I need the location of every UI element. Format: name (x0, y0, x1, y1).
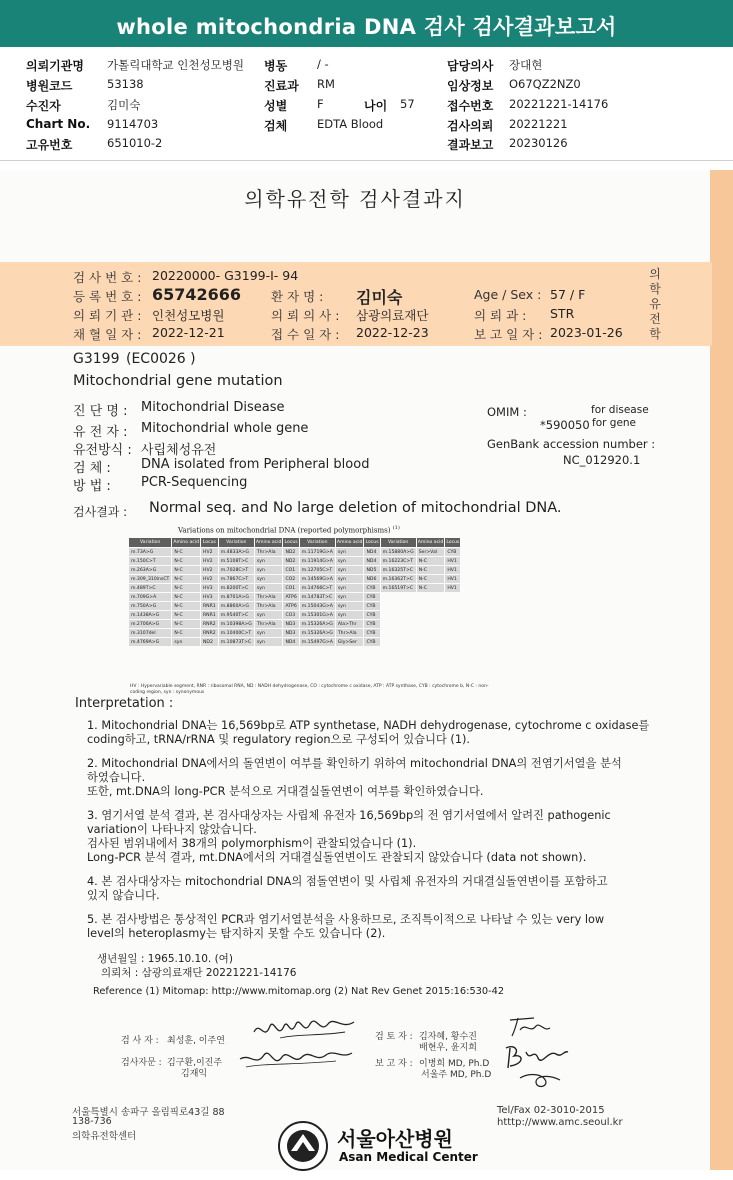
variant-table-cell: m.263A>G (129, 566, 171, 574)
genbank-label: GenBank accession number : (487, 437, 656, 451)
variant-table-cell: HV1 (445, 557, 460, 565)
variant-table-cell: m.3107del (129, 629, 171, 637)
variant-table-header: Locus (446, 540, 460, 545)
interpretation-line: 4. 본 검사대상자는 mitochondrial DNA의 점돌연변이 및 사립체 유전자의 거대결실돌연변이를 포함하고 (87, 875, 608, 888)
variant-table-cell: ND3 (283, 629, 298, 637)
variant-table-cell: ND4 (364, 548, 379, 556)
variant-table-cell: m.4833A>G (219, 548, 254, 556)
variant-table-cell (445, 611, 460, 619)
test-name: Mitochondrial gene mutation (73, 373, 283, 389)
variant-table-cell: CO2 (283, 575, 298, 583)
variant-table-cell: syn (255, 575, 283, 583)
variant-table-cell: syn (255, 557, 283, 565)
reporter-signature (500, 1040, 570, 1092)
side-vertical-label: 의학유전학 (649, 267, 661, 341)
registration-label: 등 록 번 호 : (73, 289, 142, 304)
variant-table-cell: m.10400C>T (219, 629, 254, 637)
variant-table-row (129, 611, 460, 619)
receipt-date-value: 2022-12-23 (356, 325, 429, 340)
value-ward: / - (317, 57, 329, 71)
variant-table-cell (417, 611, 445, 619)
report-side-strip (710, 170, 733, 1170)
variant-table-cell: syn (336, 602, 364, 610)
report-date-label: 보 고 일 자 : (474, 327, 543, 342)
variant-table-cell: m.15497G>A (301, 639, 333, 645)
method-value: PCR-Sequencing (141, 475, 248, 490)
label-receipt-no: 접수번호 (447, 99, 494, 113)
value-receipt-no: 20221221-14176 (509, 97, 609, 111)
variant-table-cell (445, 593, 460, 601)
diagnosis-label: 진 단 명 : (73, 404, 128, 419)
value-unique-no: 651010-2 (107, 136, 163, 150)
interpretation-line: 검사된 범위내에서 38개의 polymorphism이 관찰되었습니다 (1). (87, 837, 417, 850)
variant-table-cell: syn (336, 548, 364, 556)
variant-table-cell: N-C (417, 557, 445, 565)
variant-table-footnote: HV : Hypervariable segment, RNR : ribosomal RNA, ND : NADH dehydrogenase, CO : cytochrome c oxidase, ATP : ATP synthase, CYB : cytochrome b, N-C : non-coding region, syn : synonymous (130, 684, 489, 695)
variant-table-header: Locus (365, 540, 379, 545)
result-value: Normal seq. and No large deletion of mitochondrial DNA. (149, 500, 562, 516)
variant-table-cell: syn (336, 593, 364, 601)
variant-table-cell: RNR1 (202, 612, 216, 618)
req-doctor-label: 의 뢰 의 사 : (271, 308, 340, 323)
interpretation-line: level의 heteroplasmy는 탐지하지 못할 수도 있습니다 (2). (87, 927, 386, 940)
variant-table-cell: m.14766C>T (300, 584, 335, 592)
variant-table-cell: HV2 (201, 575, 218, 583)
examiner-signature (250, 1012, 360, 1047)
label-clinical-info: 임상정보 (447, 79, 494, 93)
variant-table-cell: m.11719G>A (301, 549, 333, 555)
variant-table-row (129, 557, 460, 565)
label-department: 진료과 (264, 79, 299, 93)
reviewer-names-1: 김자혜, 황수진 (419, 1032, 477, 1042)
variant-table-cell: m.2706A>G (129, 620, 171, 628)
variant-table-cell (417, 629, 445, 637)
value-department: RM (317, 77, 335, 91)
specimen-value: DNA isolated from Peripheral blood (141, 457, 370, 472)
label-report-date: 결과보고 (447, 138, 494, 152)
variant-table-cell: CYB (364, 611, 379, 619)
variant-table-cell: CYB (364, 584, 379, 592)
interpretation-line: 1. Mitochondrial DNA는 16,569bp로 ATP synthetase, NADH dehydrogenase, cytochrome c oxidase를 (87, 719, 650, 732)
omim-disease: for disease (591, 404, 649, 416)
gene-value: Mitochondrial whole gene (141, 421, 309, 436)
interpretation-line: 5. 본 검사방법은 통상적인 PCR과 염기서열분석을 사용하므로, 조직특이적으로 나타날 수 있는 very low (87, 913, 605, 926)
variant-table-cell: ND4 (364, 557, 379, 565)
omim-label: OMIM : (487, 405, 527, 419)
variant-table-cell: ND2 (201, 638, 218, 646)
variant-table-header: Amino acid (336, 540, 363, 545)
variant-table-cell: syn (255, 638, 283, 646)
variant-table-cell (445, 638, 460, 646)
variant-table-cell (445, 602, 460, 610)
variant-table-cell: Thr>Ala (336, 629, 364, 637)
variant-table-cell: ND2 (283, 557, 298, 565)
label-hospital-code: 병원코드 (26, 79, 73, 93)
referrer: 의뢰처 : 삼광의료재단 20221221-14176 (101, 967, 297, 979)
variant-table-cell: ATP6 (285, 594, 297, 600)
value-request-date: 20221221 (509, 117, 568, 131)
label-request-date: 검사의뢰 (447, 119, 494, 133)
variant-table-cell: HV2 (201, 566, 218, 574)
collection-date-label: 채 혈 일 자 : (73, 327, 142, 342)
variant-table-cell: syn (336, 584, 364, 592)
variant-table-cell: CO3 (283, 611, 298, 619)
variant-table-cell: ND4 (283, 638, 298, 646)
variant-table-cell: N-C (172, 575, 200, 583)
variant-table-header: Variation (129, 538, 171, 547)
reviewer-label: 검 토 자 : (375, 1032, 413, 1042)
variant-table-cell: m.15326A>G (301, 621, 333, 627)
variant-table-cell: RNR2 (202, 630, 216, 636)
value-chart-no: 9114703 (107, 117, 159, 131)
req-institution-value: 인천성모병원 (152, 308, 225, 323)
collection-date-value: 2022-12-21 (152, 325, 225, 340)
variant-table-cell: N-C (172, 566, 200, 574)
variant-table-cell (417, 620, 445, 628)
variant-table-cell (381, 602, 416, 610)
value-clinical-info: O67QZ2NZ0 (509, 77, 581, 91)
variant-table-cell: RNR2 (202, 621, 216, 627)
variant-table-caption-ref: (1) (392, 525, 400, 531)
variant-table-cell: ND3 (283, 620, 298, 628)
examiner-names: 최성훈, 이주연 (167, 1036, 225, 1046)
reporter-names-2: 서울주 MD, Ph.D (421, 1070, 492, 1080)
inheritance-label: 유전방식 : (73, 443, 132, 458)
label-chart-no: Chart No. (26, 117, 91, 131)
variant-table-cell: m.7867C>T (219, 575, 254, 583)
variant-table-row (129, 575, 460, 583)
variant-table-cell: m.12705C>T (300, 566, 335, 574)
header-divider (0, 160, 733, 161)
interpretation-line: 2. Mitochondrial DNA에서의 돌연변이 여부를 확인하기 위하여 mitochondrial DNA의 전염기서열을 분석 (87, 757, 622, 770)
test-subcode: (EC0026 ) (126, 351, 196, 367)
receipt-date-label: 접 수 일 자 : (271, 327, 340, 342)
variant-table-cell: Thr>Ala (255, 593, 283, 601)
patient-name-label: 환 자 명 : (271, 289, 324, 304)
variant-table-cell: Gly>Ser (336, 638, 364, 646)
variant-table-row (129, 629, 460, 637)
variant-table-cell: m.15043G>A (301, 603, 333, 609)
variant-table-cell: CYB (445, 548, 460, 556)
date-of-birth: 생년월일 : 1965.10.10. (여) (97, 953, 233, 965)
variant-table-cell: CO1 (283, 584, 298, 592)
address-line-3: 의학유전학센터 (72, 1131, 137, 1142)
variant-table-cell (381, 629, 416, 637)
variant-table-cell (445, 629, 460, 637)
report-date-value: 2023-01-26 (550, 325, 623, 340)
variant-table-cell: m.8200T>C (219, 584, 254, 592)
reference: Reference (1) Mitomap: http://www.mitomap.org (2) Nat Rev Genet 2015:16:530-42 (93, 986, 505, 997)
label-ward: 병동 (264, 59, 288, 73)
variant-table-cell (381, 620, 416, 628)
label-specimen: 검체 (264, 119, 288, 133)
variant-table-cell (445, 620, 460, 628)
omim-gene-number: *590050 (540, 418, 590, 432)
examiner-label: 검 사 자 : (121, 1036, 159, 1046)
variant-table-cell: N-C (172, 602, 200, 610)
variant-table-cell: m.750A>G (129, 602, 171, 610)
variant-table-cell: m.11914G>A (301, 558, 333, 564)
interpretation-line: Long-PCR 분석 결과, mt.DNA에서의 거대결실돌연변이도 관찰되지 않았습니다 (data not shown). (87, 851, 587, 864)
variant-table-header: Amino acid (255, 540, 282, 545)
req-institution-label: 의 뢰 기 관 : (73, 308, 142, 323)
variant-table-cell (417, 638, 445, 646)
interpretation-heading: Interpretation : (75, 696, 174, 711)
label-sex: 성별 (264, 99, 288, 113)
dept-value: STR (550, 306, 575, 321)
variant-table-cell: N-C (417, 584, 445, 592)
label-patient: 수진자 (26, 99, 61, 113)
value-institution: 가톨릭대학교 인천성모병원 (107, 58, 244, 72)
report-title-bar (0, 0, 733, 47)
asan-foundation-seal-icon (277, 1120, 329, 1172)
variant-table-row (129, 548, 460, 556)
variant-table-caption-text: Variations on mitochondrial DNA (reported polymorphisms) (178, 526, 391, 535)
variant-table-cell: HV3 (201, 584, 218, 592)
interpretation-line: 또한, mt.DNA의 long-PCR 분석으로 거대결실돌연변이 여부를 확인하였습니다. (87, 785, 484, 798)
variant-table-cell: syn (336, 575, 364, 583)
variant-table-cell: Thr>Ala (255, 620, 283, 628)
interpretation-line: variation이 나타나지 않았습니다. (87, 823, 257, 836)
advisor-signature (236, 1043, 356, 1075)
variant-table-cell: HV1 (445, 584, 460, 592)
variant-table-cell: syn (255, 611, 283, 619)
method-label: 방 법 : (73, 479, 111, 494)
variant-table-row (129, 593, 460, 601)
value-patient: 김미숙 (107, 98, 141, 112)
variant-table-header: Variation (381, 538, 416, 547)
variant-table-cell: m.15301G>A (301, 612, 333, 618)
variant-table-cell: syn (255, 566, 283, 574)
variant-table-caption (178, 525, 400, 534)
variant-table-cell: CYB (364, 638, 379, 646)
reporter-names-1: 이병희 MD, Ph.D (419, 1059, 490, 1069)
variant-table-cell: m.709G>A (129, 593, 171, 601)
variant-table-cell: m.73A>G (129, 548, 171, 556)
variant-table-cell: m.8860A>G (219, 602, 254, 610)
accession-label: 검 사 번 호 : (73, 270, 142, 285)
diagnosis-value: Mitochondrial Disease (141, 400, 285, 415)
dept-label: 의 뢰 과 : (474, 308, 527, 323)
variant-table-cell: N-C (417, 575, 445, 583)
variant-table-header: Locus (284, 540, 298, 545)
variant-table-header: Variation (300, 538, 335, 547)
variant-table-cell (417, 593, 445, 601)
variant-table-cell: CYB (364, 629, 379, 637)
variant-table-cell: N-C (172, 593, 200, 601)
form-title: 의학유전학 검사결과지 (244, 187, 466, 211)
hospital-name-en: Asan Medical Center (339, 1150, 478, 1164)
variant-table-cell (381, 638, 416, 646)
reviewer-names-2: 배현우, 윤지희 (419, 1043, 477, 1053)
variant-table-cell: m.309_310insCT (131, 576, 170, 582)
variant-table-cell: m.1438A>G (129, 611, 171, 619)
variant-table-cell: m.4769A>G (129, 638, 171, 646)
label-doctor: 담당의사 (447, 59, 494, 73)
variant-table-cell: CYB (364, 602, 379, 610)
variant-table-cell: m.14569G>A (301, 576, 333, 582)
variant-table-cell: N-C (172, 557, 200, 565)
variant-table-row (129, 602, 460, 610)
interpretation-line: 하였습니다. (87, 771, 146, 784)
variant-table-cell: m.15326A>G (301, 630, 333, 636)
interpretation-line: coding하고, tRNA/rRNA 및 regulatory region으로 구성되어 있습니다 (1). (87, 733, 471, 746)
variant-table-cell (381, 593, 416, 601)
variant-table-cell: m.150C>T (129, 557, 171, 565)
variant-table-cell: m.5108T>C (219, 557, 254, 565)
tel-fax: Tel/Fax 02-3010-2015 (497, 1105, 605, 1116)
variant-table-cell: HV1 (445, 575, 460, 583)
advisor-names-1: 김구환,이진주 (167, 1058, 223, 1068)
value-doctor: 장대현 (509, 58, 543, 72)
address-line-1: 서울특별시 송파구 올림픽로43길 88 (72, 1107, 225, 1118)
variant-table-cell (417, 602, 445, 610)
variant-table-cell: m.16362T>C (381, 575, 416, 583)
variant-table-cell: m.15880A>G (382, 549, 414, 555)
interpretation-line: 있지 않습니다. (87, 889, 160, 902)
variant-table-cell: RNR1 (202, 603, 216, 609)
variant-table-cell: syn (255, 584, 283, 592)
label-age: 나이 (364, 99, 388, 113)
variant-table-cell: N-C (172, 584, 200, 592)
req-doctor-value: 삼광의료재단 (356, 308, 429, 323)
variant-table-cell: ND6 (364, 575, 379, 583)
address-line-2: 138-736 (72, 1116, 112, 1127)
patient-name-value: 김미숙 (356, 288, 403, 307)
variant-table-cell: m.10398A>G (220, 621, 252, 627)
variant-table-cell: m.16325T>C (381, 566, 416, 574)
gene-label: 유 전 자 : (73, 425, 128, 440)
variant-table-cell: ND5 (364, 566, 379, 574)
variant-table-cell (381, 611, 416, 619)
specimen-label: 검 체 : (73, 461, 111, 476)
variant-table-cell: syn (255, 629, 283, 637)
advisor-label: 검사자문 : (121, 1058, 162, 1068)
hospital-name-kr: 서울아산병원 (337, 1127, 453, 1151)
result-label: 검사결과 : (73, 505, 128, 519)
variant-table (128, 537, 490, 683)
genbank-value: NC_012920.1 (563, 453, 641, 467)
website: htttp://www.amc.seoul.kr (497, 1117, 623, 1128)
variant-table-header: Amino acid (173, 540, 199, 545)
variant-table-header: Variation (219, 538, 254, 547)
variant-table-header: Locus (202, 540, 216, 545)
variant-table-cell: N-C (172, 620, 200, 628)
variant-table-grid (128, 537, 461, 647)
variant-table-cell: CYB (364, 620, 379, 628)
age-sex-label: Age / Sex : (474, 287, 542, 302)
value-specimen: EDTA Blood (317, 117, 384, 131)
variant-table-cell: m.7028C>T (219, 566, 254, 574)
variant-table-cell: HV3 (201, 593, 218, 601)
reviewer-signature (504, 1012, 554, 1040)
variant-table-row (129, 638, 460, 646)
interpretation-line: 3. 염기서열 분석 결과, 본 검사대상자는 사립체 유전자 16,569bp의 전 염기서열에서 알려진 pathogenic (87, 809, 611, 822)
variant-table-cell: m.10873T>C (219, 638, 254, 646)
variant-table-cell: N-C (172, 629, 200, 637)
value-age: 57 (400, 97, 415, 111)
variant-table-cell: m.8701A>G (219, 593, 254, 601)
variant-table-cell: Thr>Ala (255, 548, 283, 556)
variant-table-header: Amino acid (417, 540, 444, 545)
variant-table-cell: N-C (417, 566, 445, 574)
variant-table-cell: HV2 (201, 548, 218, 556)
registration-value: 65742666 (152, 285, 242, 304)
variant-table-cell: CO1 (283, 566, 298, 574)
variant-table-cell: syn (336, 557, 364, 565)
omim-gene: for gene (592, 417, 637, 429)
variant-table-cell: HV1 (445, 566, 460, 574)
variant-table-cell: Ser>Val (417, 548, 445, 556)
variant-table-cell: N-C (172, 548, 200, 556)
variant-table-cell: CYB (364, 593, 379, 601)
variant-table-cell: HV2 (201, 557, 218, 565)
variant-table-row (129, 620, 460, 628)
accession-value: 20220000- G3199-I- 94 (152, 268, 299, 283)
variant-table-cell: syn (336, 566, 364, 574)
label-unique-no: 고유번호 (26, 138, 73, 152)
age-sex-value: 57 / F (550, 287, 586, 302)
value-report-date: 20230126 (509, 136, 568, 150)
variant-table-cell: m.16519T>C (381, 584, 416, 592)
report-title: whole mitochondria DNA 검사 검사결과보고서 (116, 15, 617, 39)
variant-table-row (129, 566, 460, 574)
variant-table-cell: m.489T>C (129, 584, 171, 592)
inheritance-value: 사립체성유전 (141, 443, 217, 458)
variant-table-cell: syn (172, 638, 200, 646)
variant-table-cell: Thr>Ala (255, 602, 283, 610)
label-institution: 의뢰기관명 (26, 59, 84, 73)
variant-table-cell: Ala>Thr (336, 620, 364, 628)
variant-table-cell: m.14783T>C (300, 593, 335, 601)
variant-table-row (129, 584, 460, 592)
variant-table-cell: ND2 (283, 548, 298, 556)
variant-table-header-row (129, 538, 460, 547)
variant-table-cell: m.9540T>C (219, 611, 254, 619)
advisor-names-2: 김재익 (181, 1069, 208, 1079)
variant-table-cell: N-C (172, 611, 200, 619)
test-code: G3199 (73, 351, 120, 367)
value-sex: F (317, 97, 324, 111)
value-hospital-code: 53138 (107, 77, 144, 91)
variant-table-cell: ATP6 (285, 603, 297, 609)
reporter-label: 보 고 자 : (375, 1059, 413, 1069)
variant-table-cell: m.16223C>T (381, 557, 416, 565)
variant-table-cell: syn (336, 611, 364, 619)
